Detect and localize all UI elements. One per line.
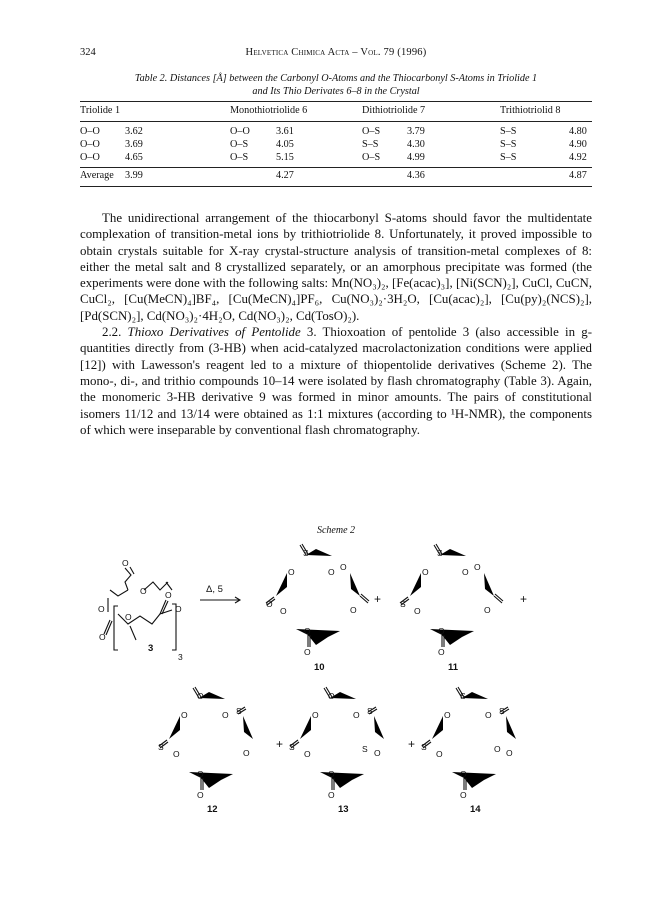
table-cell: O–O xyxy=(80,152,100,163)
average-value: 3.99 xyxy=(125,170,143,181)
svg-text:O: O xyxy=(422,567,429,577)
svg-text:S: S xyxy=(437,548,443,558)
table-caption-line1: Table 2. Distances [Å] between the Carbonyl O-Atoms and the Thiocarbonyl S-Atoms in Triolide 1 xyxy=(134,73,538,84)
col-header-trithio: Trithiotriolid 8 xyxy=(500,105,561,116)
compound-11-structure xyxy=(400,544,503,651)
compound-label-3: 3 xyxy=(148,643,154,654)
svg-text:O: O xyxy=(438,647,445,657)
svg-text:O: O xyxy=(165,590,172,600)
table-cell: S–S xyxy=(362,139,379,150)
table-cell: O–S xyxy=(230,139,249,150)
plus-sign: + xyxy=(408,737,416,751)
svg-text:O: O xyxy=(98,604,105,614)
table-cell: 4.30 xyxy=(407,139,425,150)
table-cell: 4.05 xyxy=(276,139,294,150)
table-cell: 4.80 xyxy=(569,126,587,137)
table-cell: 3.69 xyxy=(125,139,143,150)
svg-text:S: S xyxy=(303,548,309,558)
compound-14-structure xyxy=(422,687,516,794)
svg-text:O: O xyxy=(181,710,188,720)
table-cell: S–S xyxy=(500,152,517,163)
svg-text:O: O xyxy=(484,605,491,615)
paragraph-2-text: 3. Thioxoation of pentolide 3 (also accessible in g-quantities directly from (3-HB) when acid-catalyzed macrolactonization conditions were applied [12]) with Lawesson's reagent led to a mixture of thiopentolide derivatives (Scheme 2). The mono-, di-, and trithio compounds 10–14 were isolated by flash chromatography (Table 3). Again, the monomeric 3-HB derivative 9 was formed in minor amounts. The pairs of constitutional isomers 11/12 and 13/14 were obtained as 1:1 mixtures (according to ¹H-NMR), the components of which were inseparable by conventional flash chromatography. xyxy=(80,325,592,437)
compound-12-structure xyxy=(159,687,253,794)
table-cell: 4.92 xyxy=(569,152,587,163)
svg-text:S: S xyxy=(158,742,164,752)
average-value: 4.27 xyxy=(276,170,294,181)
paragraph-1: The unidirectional arrangement of the thiocarbonyl S-atoms should favor the multidentate complexation of transition-metal ions by trithiotriolide 8. Unfortunately, it proved impossible to obtain crystals suitable for X-ray crystal-structure analysis of transition-metal complexes of 8: either the metal salt and 8 crystallized separately, or an amorphous precipitate was formed (the experiments were done with the following salts: Mn(NO₃)₂, [Fe(acac)₃], [Ni(SCN)₂], CuCl, CuCN, CuCl₂, [Cu(MeCN)₄]BF₄, [Cu(MeCN)₄]PF₆, Cu(NO₃)₂·3H₂O, [Cu(acac)₂], [Cu(py)₂(NCS)₂], [Pd(SCN)₂], Cd(NO₃)₂·4H₂O, Cd(NO₃)₂, Cd(TosO)₂). xyxy=(80,211,592,323)
svg-text:O: O xyxy=(350,605,357,615)
compound-label-12: 12 xyxy=(207,804,218,815)
svg-text:O: O xyxy=(304,749,311,759)
plus-sign: + xyxy=(276,737,284,751)
table-cell: O–S xyxy=(230,152,249,163)
reagent-label: Δ, 5 xyxy=(206,584,223,595)
svg-text:S: S xyxy=(421,742,427,752)
svg-text:S: S xyxy=(400,599,406,609)
svg-text:O: O xyxy=(340,562,347,572)
journal-title: Helvetica Chimica Acta – Vol. 79 (1996) xyxy=(245,47,427,58)
table-cell: 3.61 xyxy=(276,126,294,137)
svg-text:O: O xyxy=(374,748,381,758)
compound-3-structure xyxy=(104,567,176,650)
svg-text:O: O xyxy=(312,710,319,720)
svg-text:O: O xyxy=(304,647,311,657)
svg-text:O: O xyxy=(462,567,469,577)
average-label: Average xyxy=(80,170,114,181)
svg-text:O: O xyxy=(197,691,204,701)
compound-label-11: 11 xyxy=(448,662,459,673)
compound-label-13: 13 xyxy=(338,804,349,815)
svg-text:O: O xyxy=(460,769,467,779)
table-cell: 5.15 xyxy=(276,152,294,163)
svg-text:O: O xyxy=(280,606,287,616)
table-cell: O–S xyxy=(362,152,381,163)
svg-text:O: O xyxy=(460,790,467,800)
svg-text:O: O xyxy=(175,604,182,614)
scheme-title: Scheme 2 xyxy=(316,525,356,536)
compound-label-10: 10 xyxy=(314,662,325,673)
compound-13-structure xyxy=(290,687,384,794)
plus-sign: + xyxy=(520,592,528,606)
svg-text:O: O xyxy=(288,567,295,577)
svg-text:O: O xyxy=(328,790,335,800)
svg-text:O: O xyxy=(353,710,360,720)
col-header-dithio: Dithiotriolide 7 xyxy=(362,105,426,116)
table-cell: 4.90 xyxy=(569,139,587,150)
svg-text:O: O xyxy=(140,586,147,596)
svg-text:O: O xyxy=(414,606,421,616)
svg-text:O: O xyxy=(243,748,250,758)
table-cell: S–S xyxy=(500,139,517,150)
svg-text:O: O xyxy=(438,626,445,636)
svg-text:O: O xyxy=(444,710,451,720)
average-value: 4.36 xyxy=(407,170,425,181)
svg-text:O: O xyxy=(506,748,513,758)
svg-text:S: S xyxy=(367,706,373,716)
page-number: 324 xyxy=(80,47,96,58)
table-cell: 3.62 xyxy=(125,126,143,137)
svg-text:O: O xyxy=(436,749,443,759)
repeat-subscript: 3 xyxy=(178,652,183,662)
section-number: 2.2. xyxy=(102,325,122,340)
table-cell: O–S xyxy=(362,126,381,137)
table-cell: 3.79 xyxy=(407,126,425,137)
col-header-triolide: Triolide 1 xyxy=(80,105,121,116)
svg-text:O: O xyxy=(485,710,492,720)
col-header-monothio: Monothiotriolide 6 xyxy=(230,105,308,116)
table-caption-line2: and Its Thio Derivates 6–8 in the Crystal xyxy=(252,86,420,97)
svg-text:S: S xyxy=(362,744,368,754)
table-cell: O–O xyxy=(80,126,100,137)
table-cell: O–O xyxy=(230,126,250,137)
svg-text:O: O xyxy=(99,632,106,642)
plus-sign: + xyxy=(374,592,382,606)
svg-text:O: O xyxy=(328,567,335,577)
svg-text:O: O xyxy=(266,599,273,609)
section-title: Thioxo Derivatives of Pentolide xyxy=(127,325,301,340)
svg-text:O: O xyxy=(328,769,335,779)
table-cell: O–O xyxy=(80,139,100,150)
svg-text:O: O xyxy=(173,749,180,759)
svg-text:O: O xyxy=(197,769,204,779)
table-cell: 4.99 xyxy=(407,152,425,163)
svg-text:O: O xyxy=(328,691,335,701)
table-cell: 4.65 xyxy=(125,152,143,163)
svg-text:S: S xyxy=(289,742,295,752)
compound-10-structure xyxy=(266,544,369,651)
svg-text:S: S xyxy=(499,706,505,716)
svg-text:O: O xyxy=(494,744,501,754)
average-value: 4.87 xyxy=(569,170,587,181)
svg-text:O: O xyxy=(222,710,229,720)
svg-text:O: O xyxy=(474,562,481,572)
svg-text:O: O xyxy=(125,612,132,622)
svg-text:O: O xyxy=(304,626,311,636)
svg-text:S: S xyxy=(236,706,242,716)
table-cell: S–S xyxy=(500,126,517,137)
svg-text:O: O xyxy=(122,558,129,568)
reaction-arrow xyxy=(200,597,240,603)
compound-label-14: 14 xyxy=(470,804,481,815)
svg-text:O: O xyxy=(197,790,204,800)
svg-text:S: S xyxy=(460,691,466,701)
